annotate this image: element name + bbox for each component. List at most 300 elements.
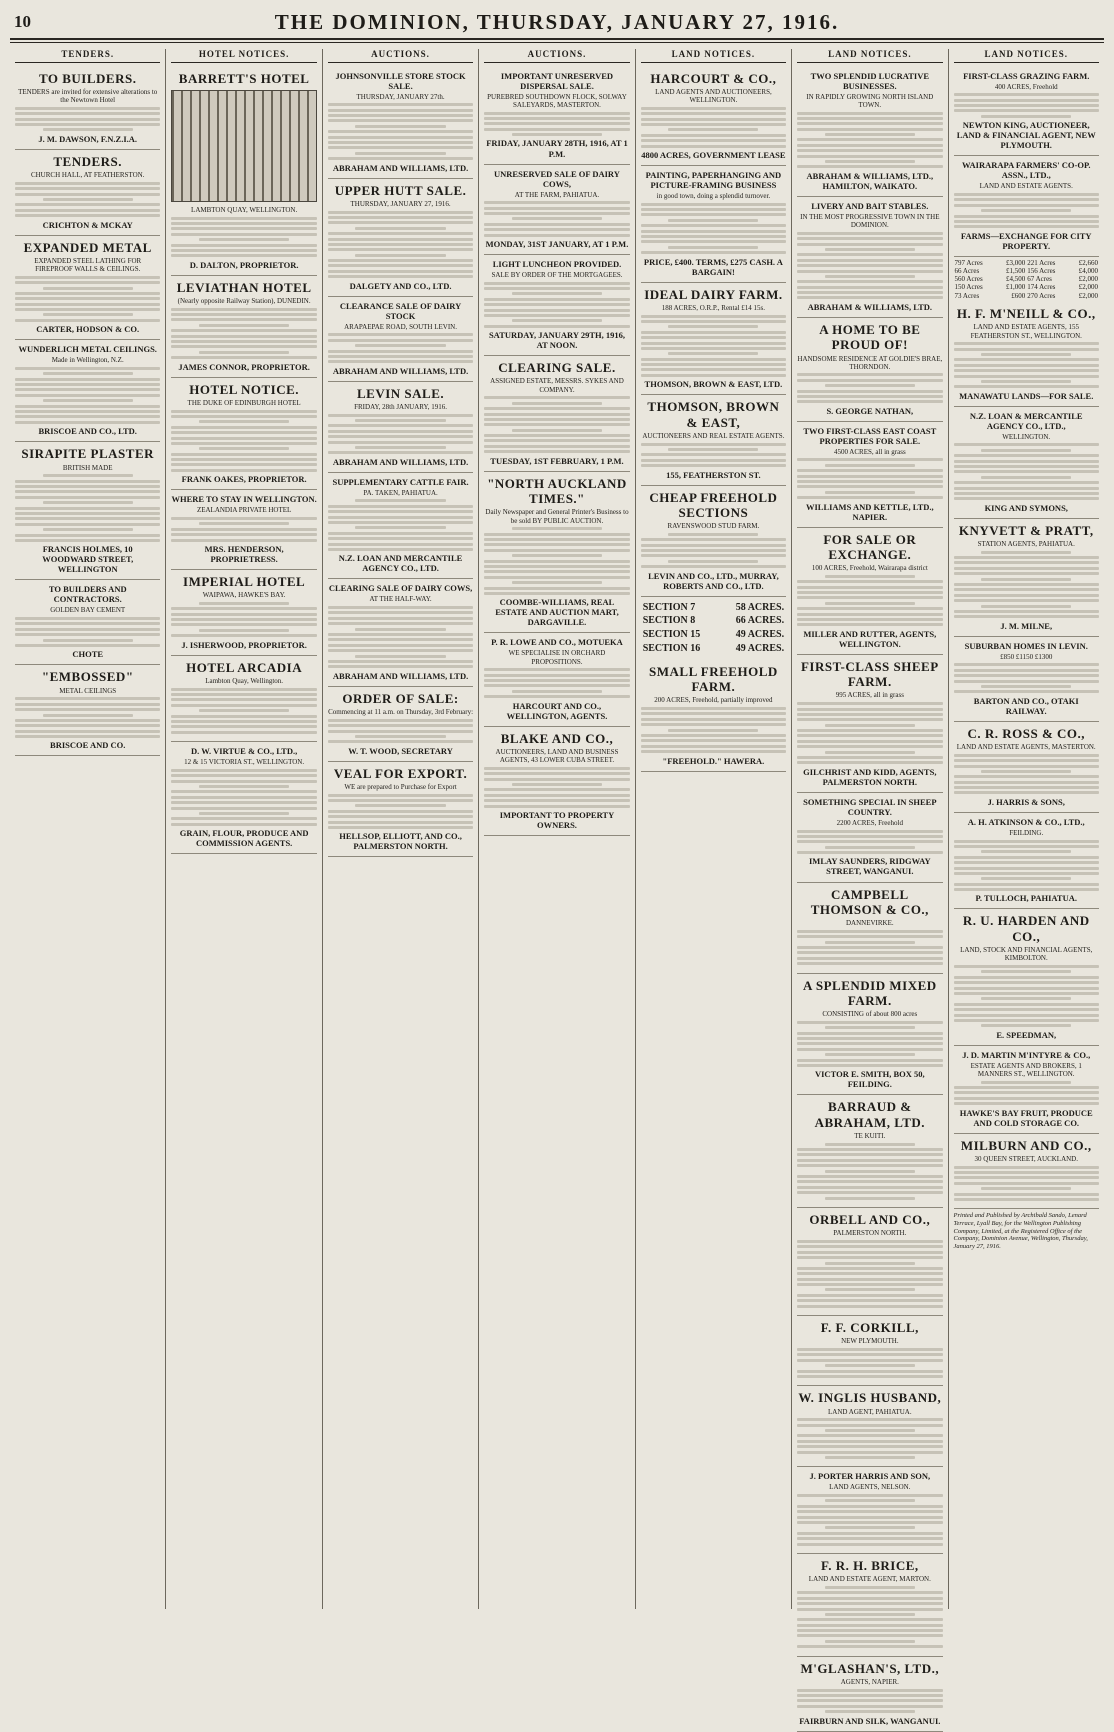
text-line [797, 1159, 942, 1162]
text-line [954, 487, 1099, 490]
text-line [797, 128, 942, 131]
ad-body [797, 1240, 942, 1308]
text-line [954, 193, 1099, 196]
text-line [954, 965, 1099, 968]
text-line [981, 449, 1071, 452]
advertisement [797, 1467, 942, 1554]
ad-signature: CARTER, HODSON & CO. [36, 324, 140, 335]
text-line [199, 324, 289, 327]
text-line [484, 314, 629, 317]
text-line [15, 388, 160, 391]
text-line [797, 1418, 942, 1421]
text-line [15, 633, 160, 636]
ad-lead: Lambton Quay, Wellington. [205, 676, 284, 685]
ad-title: N.Z. LOAN & MERCANTILE AGENCY CO., LTD., [969, 410, 1083, 431]
ad-lead: BRITISH MADE [62, 463, 113, 472]
text-line [825, 1262, 915, 1265]
ad-lead: SALE BY ORDER OF THE MORTGAGEES. [491, 270, 623, 279]
text-line [171, 704, 316, 707]
text-line [954, 674, 1099, 677]
text-line [954, 225, 1099, 228]
ad-title: A SPLENDID MIXED FARM. [802, 977, 937, 1008]
advertisement [797, 1316, 942, 1386]
ad-body [484, 527, 629, 595]
text-line [641, 453, 786, 456]
text-line [328, 360, 473, 363]
advertisement [954, 722, 1099, 813]
section-row [641, 628, 786, 642]
ad-body [954, 443, 1099, 500]
text-line [171, 688, 316, 691]
text-line [484, 674, 629, 677]
text-line [15, 730, 160, 733]
ad-body [797, 373, 942, 403]
text-line [171, 618, 316, 621]
ad-body [954, 754, 1099, 795]
text-line [328, 238, 473, 241]
ad-body [797, 1143, 942, 1200]
text-line [797, 1251, 942, 1254]
text-line [43, 399, 133, 402]
text-line [328, 136, 473, 139]
section-label: SECTION 7 [642, 601, 696, 613]
text-line [15, 724, 160, 727]
text-line [797, 1505, 942, 1508]
advertisement [328, 179, 473, 297]
advertisement [171, 570, 316, 656]
text-line [825, 1197, 915, 1200]
text-line [641, 718, 786, 721]
text-line [484, 549, 629, 552]
text-line [797, 1059, 942, 1062]
text-line [797, 1424, 942, 1427]
text-line [797, 1543, 942, 1546]
text-line [328, 543, 473, 546]
text-line [797, 1359, 942, 1362]
text-line [954, 454, 1099, 457]
table-cell: 270 Acres [1027, 291, 1056, 300]
text-line [199, 420, 289, 423]
ad-body [328, 719, 473, 744]
ad-body [641, 315, 786, 377]
ad-lead: IN RAPIDLY GROWING NORTH ISLAND TOWN. [806, 92, 934, 109]
text-line [484, 592, 629, 595]
ad-lead: CHURCH HALL, AT FEATHERSTON. [30, 171, 145, 180]
text-line [171, 720, 316, 723]
text-line [171, 469, 316, 472]
ad-lead: 100 ACRES, Freehold, Wairarapa district [811, 564, 928, 573]
text-line [328, 451, 473, 454]
text-line [825, 602, 915, 605]
ad-body [797, 1586, 942, 1648]
text-line [954, 561, 1099, 564]
text-line [512, 133, 602, 136]
text-line [981, 353, 1071, 356]
farm-exchange-table [954, 259, 1099, 300]
ad-body [15, 182, 160, 217]
text-line [797, 1240, 942, 1243]
table-cell: 560 Acres [954, 275, 983, 284]
text-line [328, 211, 473, 214]
ad-title: LEVIN SALE. [356, 385, 445, 401]
ad-body [797, 1348, 942, 1378]
text-line [954, 1097, 1099, 1100]
ad-body [797, 458, 942, 499]
text-line [15, 719, 160, 722]
text-line [328, 333, 473, 336]
ad-signature: J. M. MILNE, [1000, 620, 1053, 631]
ad-lead: LAMBTON QUAY, WELLINGTON. [191, 205, 298, 214]
text-line [171, 458, 316, 461]
text-line [171, 533, 316, 536]
table-cell: £4,000 [1078, 266, 1098, 275]
text-line [484, 560, 629, 563]
text-line [171, 335, 316, 338]
text-line [797, 1245, 942, 1248]
ad-signature: ABRAHAM AND WILLIAMS, LTD. [332, 456, 469, 467]
ad-lead: DANNEVIRKE. [846, 919, 894, 928]
text-line [797, 1180, 942, 1183]
text-line [15, 735, 160, 738]
text-line [641, 459, 786, 462]
text-line [328, 114, 473, 117]
text-line [15, 644, 160, 647]
text-line [641, 363, 786, 366]
text-line [797, 395, 942, 398]
text-line [171, 227, 316, 230]
ad-lead: EXPANDED STEEL LATHING FOR FIREPROOF WALLS & CEILINGS. [34, 256, 142, 274]
text-line [328, 606, 473, 609]
text-line [641, 336, 786, 339]
text-line [355, 344, 445, 347]
ad-lead: Made in Wellington, N.Z. [51, 356, 124, 365]
text-line [797, 469, 942, 472]
advertisement [797, 793, 942, 883]
text-line [797, 1299, 942, 1302]
text-line [484, 407, 629, 410]
text-line [43, 128, 133, 131]
advertisement [641, 166, 786, 283]
table-cell: £2,000 [1078, 275, 1098, 284]
text-line [825, 751, 915, 754]
ad-signature: HAWKE'S BAY FRUIT, PRODUCE AND COLD STORAGE CO. [959, 1107, 1093, 1128]
text-line [484, 538, 629, 541]
text-line [15, 214, 160, 217]
text-line [825, 160, 915, 163]
text-line [484, 234, 629, 237]
text-line [954, 610, 1099, 613]
ad-body [954, 1166, 1099, 1201]
advertisement [954, 67, 1099, 157]
ad-body [15, 474, 160, 542]
section-label: SECTION 8 [642, 615, 696, 627]
text-line [797, 580, 942, 583]
ad-title: ORDER OF SALE: [342, 690, 459, 706]
text-line [954, 992, 1099, 995]
text-line [328, 435, 473, 438]
text-line [954, 583, 1099, 586]
text-line [797, 379, 942, 382]
text-line [328, 826, 473, 829]
text-line [355, 526, 445, 529]
text-line [641, 750, 786, 753]
text-line [825, 1364, 915, 1367]
text-line [484, 587, 629, 590]
ad-lead: 12 & 15 VICTORIA ST., WELLINGTON. [184, 758, 305, 767]
text-line [328, 339, 473, 342]
ad-title: TENDERS. [53, 153, 123, 169]
ad-title: WHERE TO STAY IN WELLINGTON. [171, 494, 317, 505]
text-line [171, 817, 316, 820]
text-line [641, 213, 786, 216]
advertisement [484, 356, 629, 472]
ad-signature: FRANCIS HOLMES, 10 WOODWARD STREET, WELLINGTON [42, 544, 134, 575]
text-line [797, 1689, 942, 1692]
text-line [512, 319, 602, 322]
table-row [954, 275, 1099, 283]
text-line [981, 970, 1071, 973]
text-line [797, 1624, 942, 1627]
text-line [954, 781, 1099, 784]
ad-signature: MANAWATU LANDS—FOR SALE. [959, 390, 1094, 401]
ad-title: FIRST-CLASS GRAZING FARM. [963, 70, 1090, 81]
text-line [15, 303, 160, 306]
text-line [981, 770, 1071, 773]
text-line [512, 783, 602, 786]
ad-lead: 200 ACRES, Freehold, partially improved [654, 696, 773, 705]
text-line [641, 712, 786, 715]
text-line [797, 112, 942, 115]
text-line [825, 1026, 915, 1029]
column-heading: LAND NOTICES. [954, 49, 1099, 63]
ad-signature: W. T. WOOD, SECRETARY [348, 745, 453, 756]
table-cell: 73 Acres [954, 291, 980, 300]
text-line [328, 264, 473, 267]
text-line [171, 613, 316, 616]
text-line [641, 347, 786, 350]
text-line [797, 1175, 942, 1178]
text-line [797, 1434, 942, 1437]
text-line [484, 533, 629, 536]
advertisement [797, 197, 942, 318]
text-line [328, 130, 473, 133]
text-line [328, 532, 473, 535]
table-cell: £1,500 [1005, 266, 1026, 275]
text-line [15, 697, 160, 700]
text-line [641, 565, 786, 568]
ad-title: J. PORTER HARRIS AND SON, [809, 1471, 931, 1482]
column-heading: AUCTIONS. [328, 49, 473, 63]
text-line [954, 663, 1099, 666]
text-line [15, 378, 160, 381]
text-line [797, 1256, 942, 1259]
text-line [981, 115, 1071, 118]
text-line [484, 207, 629, 210]
text-line [199, 522, 289, 525]
text-line [328, 275, 473, 278]
text-line [641, 443, 786, 446]
text-line [797, 1064, 942, 1067]
ad-title: HOTEL ARCADIA [186, 659, 303, 675]
ad-body [797, 830, 942, 855]
text-line [484, 679, 629, 682]
text-line [15, 415, 160, 418]
advertisement [954, 519, 1099, 637]
text-line [355, 446, 445, 449]
text-line [171, 254, 316, 257]
text-line [954, 470, 1099, 473]
ad-body [797, 112, 942, 169]
text-line [797, 253, 942, 256]
text-line [797, 1645, 942, 1648]
section-acres: 49 ACRES. [735, 642, 785, 654]
ad-title: BARRAUD & ABRAHAM, LTD. [814, 1099, 926, 1130]
text-line [641, 734, 786, 737]
ad-signature: CHOTE [72, 649, 104, 660]
ad-body [641, 533, 786, 568]
advertisement [15, 580, 160, 665]
text-line [15, 182, 160, 185]
text-line [954, 348, 1099, 351]
text-line [954, 599, 1099, 602]
text-line [328, 730, 473, 733]
ad-signature: IMPORTANT TO PROPERTY OWNERS. [499, 809, 615, 830]
text-line [954, 556, 1099, 559]
text-line [484, 684, 629, 687]
advertisement [15, 236, 160, 341]
text-line [641, 139, 786, 142]
ad-lead: FEILDING. [1009, 828, 1044, 837]
column-1 [10, 49, 166, 1609]
text-line [981, 1081, 1071, 1084]
text-line [797, 1370, 942, 1373]
text-line [199, 447, 289, 450]
text-line [797, 117, 942, 120]
advertisement [797, 318, 942, 422]
text-line [484, 450, 629, 453]
text-line [641, 549, 786, 552]
ad-body [797, 930, 942, 965]
text-line [797, 591, 942, 594]
text-line [355, 628, 445, 631]
ad-signature: FRANK OAKES, PROPRIETOR. [181, 474, 307, 485]
text-line [797, 1532, 942, 1535]
text-line [43, 313, 133, 316]
text-line [954, 1193, 1099, 1196]
text-line [797, 296, 942, 299]
text-line [15, 383, 160, 386]
text-line [641, 118, 786, 121]
ad-title: CAMPBELL THOMSON & CO., [810, 886, 929, 917]
advertisement [797, 1554, 942, 1657]
text-line [797, 957, 942, 960]
text-line [825, 846, 915, 849]
ad-lead: IN THE MOST PROGRESSIVE TOWN IN THE DOMINION. [800, 212, 940, 230]
ad-lead: WE SPECIALISE IN ORCHARD PROPOSITIONS. [508, 649, 606, 666]
ad-title: D. W. VIRTUE & CO., LTD., [191, 746, 298, 757]
text-line [954, 492, 1099, 495]
ad-lead: ESTATE AGENTS AND BROKERS, 1 MANNERS ST., WELLINGTON. [970, 1061, 1082, 1078]
advertisement [797, 67, 942, 197]
ad-body [954, 663, 1099, 693]
text-line [641, 342, 786, 345]
ad-lead: AGENTS, NAPIER. [840, 1677, 899, 1686]
ad-signature: COOMBE-WILLIAMS, REAL ESTATE AND AUCTION MART, DARGAVILLE. [495, 597, 619, 628]
text-line [954, 669, 1099, 672]
text-line [954, 680, 1099, 683]
text-line [328, 611, 473, 614]
text-line [328, 350, 473, 353]
text-line [15, 539, 160, 542]
text-line [484, 122, 629, 125]
ad-signature: BRISCOE AND CO. [50, 740, 126, 751]
advertisement [797, 1386, 942, 1467]
text-line [797, 1037, 942, 1040]
text-line [355, 655, 445, 658]
text-line [484, 117, 629, 120]
ad-body [15, 276, 160, 322]
text-line [825, 1143, 915, 1146]
text-line [797, 1278, 942, 1281]
text-line [797, 237, 942, 240]
ad-lead: 400 ACRES, Freehold [994, 82, 1058, 91]
text-line [954, 594, 1099, 597]
ad-lead: ARAPAEPAE ROAD, SOUTH LEVIN. [344, 322, 457, 331]
text-line [954, 845, 1099, 848]
text-line [797, 1608, 942, 1611]
text-line [981, 1187, 1071, 1190]
text-line [641, 112, 786, 115]
text-line [355, 804, 445, 807]
ad-signature: J. M. DAWSON, F.N.Z.I.A. [38, 133, 138, 144]
text-line [797, 1510, 942, 1513]
masthead [10, 8, 1104, 40]
text-line [825, 1288, 915, 1291]
advertisement [328, 67, 473, 179]
ad-lead: LAND AND ESTATE AGENTS. [979, 182, 1073, 191]
ad-title: A HOME TO BE PROUD OF! [819, 321, 921, 353]
text-line [797, 962, 942, 965]
section-row [641, 642, 786, 656]
ad-body [171, 769, 316, 826]
advertisement [15, 665, 160, 756]
text-line [954, 1008, 1099, 1011]
ad-title: SUBURBAN HOMES IN LEVIN. [964, 640, 1088, 651]
text-line [15, 512, 160, 515]
text-line [641, 331, 786, 334]
text-line [797, 1153, 942, 1156]
ad-signature: "FREEHOLD." HAWERA. [662, 755, 765, 766]
text-line [797, 1516, 942, 1519]
text-line [797, 718, 942, 721]
text-line [15, 507, 160, 510]
table-cell: £2,660 [1078, 258, 1098, 267]
ad-signature: CRICHTON & MCKAY [42, 219, 133, 230]
ad-signature: ABRAHAM AND WILLIAMS, LTD. [332, 365, 469, 376]
text-line [484, 309, 629, 312]
ad-body [328, 499, 473, 551]
ad-lead: 188 ACRES, O.R.P., Rental £14 15s. [661, 303, 766, 312]
text-line [484, 767, 629, 770]
text-line [797, 475, 942, 478]
ad-title: ORBELL AND CO., [809, 1211, 931, 1227]
text-line [484, 778, 629, 781]
ad-body [954, 1081, 1099, 1106]
column-heading: HOTEL NOTICES. [171, 49, 316, 63]
advertisement [641, 486, 786, 597]
text-line [171, 442, 316, 445]
text-line [797, 840, 942, 843]
